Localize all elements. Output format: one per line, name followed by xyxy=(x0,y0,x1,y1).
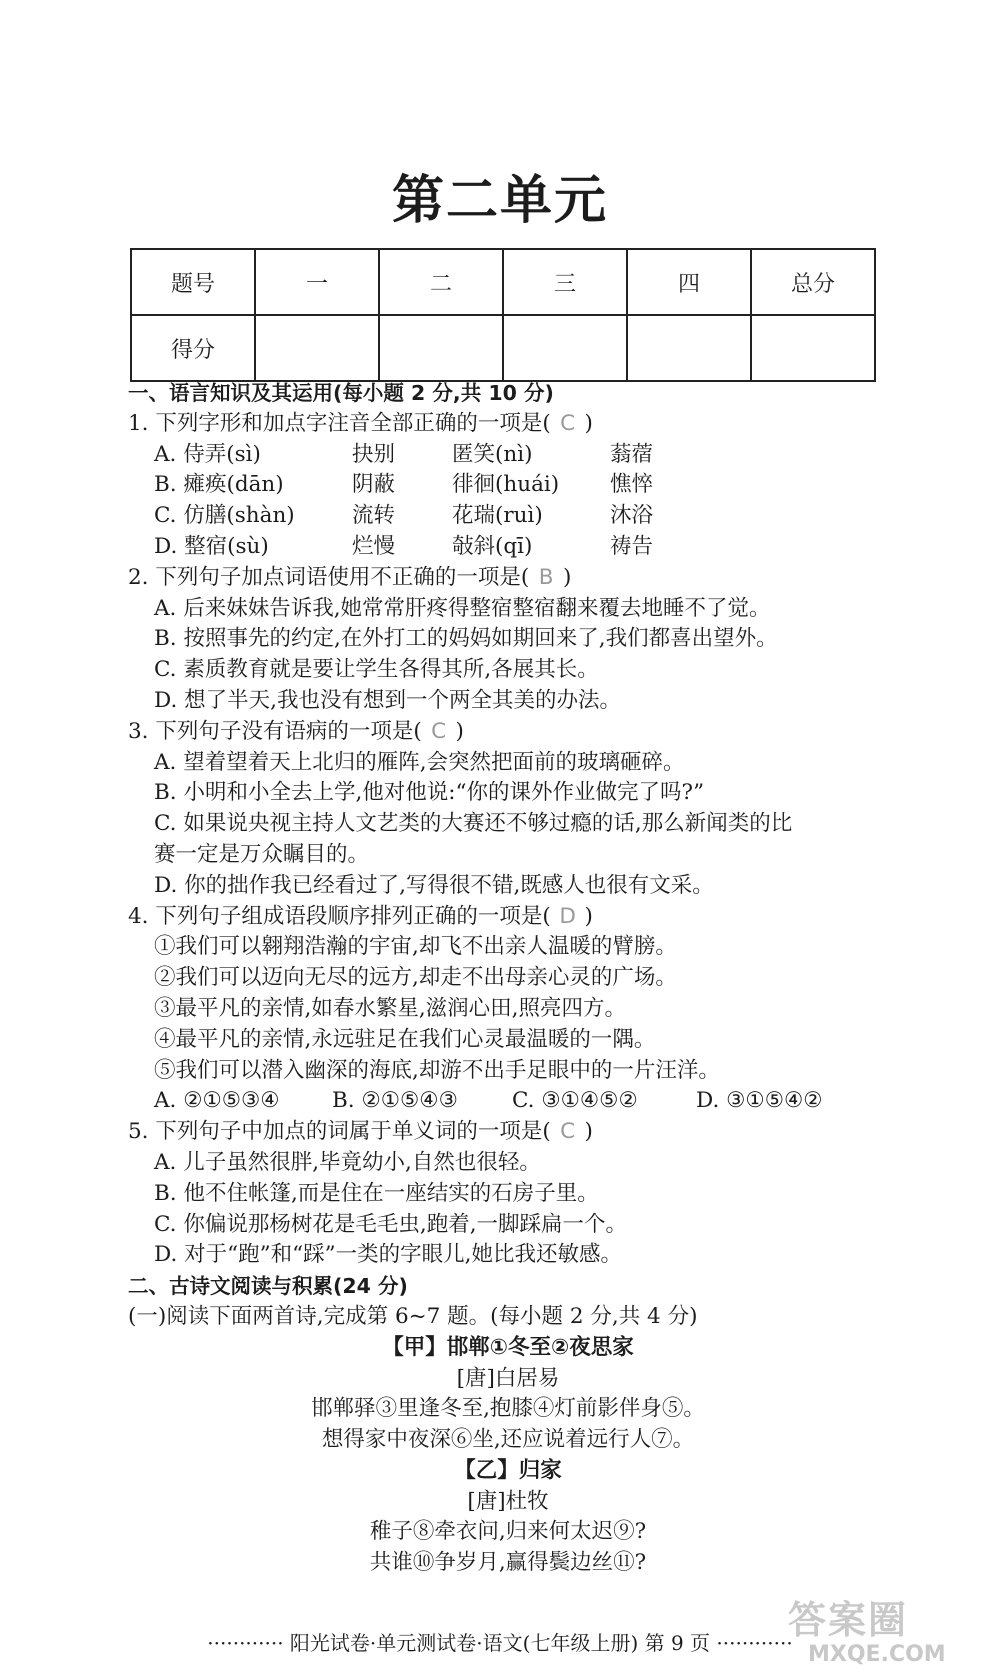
question-paren: ) xyxy=(455,718,464,744)
option-line: D. 想了半天,我也没有想到一个两全其美的办法。 xyxy=(154,687,621,713)
score-input-cell xyxy=(255,315,379,381)
section-heading: 二、古诗文阅读与积累(24 分) xyxy=(128,1274,408,1299)
answer-mark: C xyxy=(431,718,447,744)
option-cell: A. ②①⑤③④ xyxy=(154,1088,280,1114)
option-line: B. 按照事先的约定,在外打工的妈妈如期回来了,我们都喜出望外。 xyxy=(154,626,778,652)
poem-line: 邯郸驿③里逢冬至,抱膝④灯前影伴身⑤。 xyxy=(311,1396,705,1422)
answer-mark: C xyxy=(560,1119,576,1145)
exam-content xyxy=(128,378,888,1579)
option-line: 赛一定是万众瞩目的。 xyxy=(154,841,370,867)
score-table-cell: 二 xyxy=(379,249,503,315)
watermark-logo xyxy=(788,1598,993,1674)
question-text: 5. 下列句子中加点的词属于单义词的一项是( xyxy=(128,1119,551,1145)
option-line: B. 他不住帐篷,而是住在一座结实的石房子里。 xyxy=(154,1180,599,1206)
option-row xyxy=(128,532,888,563)
score-table-header-row xyxy=(131,249,875,315)
option-cell: 徘徊(huái) xyxy=(452,472,560,498)
option-cell: C. 仿膳(shàn) xyxy=(154,503,295,529)
score-table xyxy=(130,248,876,382)
option-cell: 祷告 xyxy=(610,533,654,559)
answer-mark: D xyxy=(559,903,576,929)
option-line: A. 后来妹妹告诉我,她常常肝疼得整宿整宿翻来覆去地睡不了觉。 xyxy=(154,595,771,621)
question-paren: ) xyxy=(584,1119,593,1145)
option-row xyxy=(128,501,888,532)
option-row xyxy=(128,440,888,471)
option-cell: C. ③①④⑤② xyxy=(512,1088,638,1114)
poem-title: 【甲】邯郸①冬至②夜思家 xyxy=(382,1334,634,1360)
option-line: D. 你的拙作我已经看过了,写得很不错,既感人也很有文采。 xyxy=(154,872,714,898)
option-cell: 憔悴 xyxy=(610,472,654,498)
option-line: D. 对于“跑”和“踩”一类的字眼儿,她比我还敏感。 xyxy=(154,1242,622,1268)
option-cell: D. ③①⑤④② xyxy=(696,1088,823,1114)
section-heading: 一、语言知识及其运用(每小题 2 分,共 10 分) xyxy=(128,381,554,405)
score-table-cell: 三 xyxy=(503,249,627,315)
option-cell: 抉别 xyxy=(352,441,396,467)
question-stem xyxy=(128,1117,888,1148)
score-input-cell xyxy=(503,315,627,381)
question-text: 1. 下列字形和加点字注音全部正确的一项是( xyxy=(128,410,551,436)
option-cell: 花瑞(ruì) xyxy=(452,503,543,529)
poem-author: [唐]白居易 xyxy=(456,1365,560,1391)
option-line: B. 小明和小全去上学,他对他说:“你的课外作业做完了吗?” xyxy=(154,780,705,806)
poem-author: [唐]杜牧 xyxy=(467,1488,549,1514)
question-paren: ) xyxy=(584,410,593,436)
question-stem xyxy=(128,563,888,594)
poem-line: 稚子⑧牵衣问,归来何太迟⑨? xyxy=(369,1519,647,1545)
answer-mark: C xyxy=(560,410,576,436)
page-footer: ············ 阳光试卷·单元测试卷·语文(七年级上册) 第 9 页 ············ xyxy=(207,1631,793,1655)
question-paren: ) xyxy=(584,903,593,929)
question-stem xyxy=(128,717,888,748)
part-instruction: (一)阅读下面两首诗,完成第 6~7 题。(每小题 2 分,共 4 分) xyxy=(128,1303,698,1329)
sentence-line: ③最平凡的亲情,如春水繁星,滋润心田,照亮四方。 xyxy=(154,995,627,1021)
option-cell: D. 整宿(sù) xyxy=(154,533,269,559)
answer-mark: B xyxy=(538,564,554,590)
question-text: 3. 下列句子没有语病的一项是( xyxy=(128,718,422,744)
question-stem xyxy=(128,409,888,440)
sentence-line: ④最平凡的亲情,永远驻足在我们心灵最温暖的一隅。 xyxy=(154,1026,656,1052)
option-cell: A. 侍弄(sì) xyxy=(154,441,261,467)
score-table-cell: 总分 xyxy=(751,249,875,315)
score-input-cell xyxy=(379,315,503,381)
option-line: C. 素质教育就是要让学生各得其所,各展其长。 xyxy=(154,657,599,683)
score-table-cell: 题号 xyxy=(131,249,255,315)
option-row xyxy=(128,1086,888,1117)
option-line: A. 儿子虽然很胖,毕竟幼小,自然也很轻。 xyxy=(154,1149,541,1175)
option-cell: 敧斜(qī) xyxy=(452,533,533,559)
score-table-cell: 四 xyxy=(627,249,751,315)
score-row-label: 得分 xyxy=(131,315,255,381)
option-cell: 烂慢 xyxy=(352,533,396,559)
option-line: C. 如果说央视主持人文艺类的大赛还不够过瘾的话,那么新闻类的比 xyxy=(154,811,793,837)
question-text: 4. 下列句子组成语段顺序排列正确的一项是( xyxy=(128,903,551,929)
unit-title: 第二单元 xyxy=(391,171,608,231)
question-stem xyxy=(128,902,888,933)
poem-line: 想得家中夜深⑥坐,还应说着远行人⑦。 xyxy=(321,1427,695,1453)
score-table-score-row xyxy=(131,315,875,381)
option-cell: 匿笑(nì) xyxy=(452,441,533,467)
option-line: C. 你偏说那杨树花是毛毛虫,跑着,一脚踩扁一个。 xyxy=(154,1211,628,1237)
sentence-line: ①我们可以翱翔浩瀚的宇宙,却飞不出亲人温暖的臂膀。 xyxy=(154,934,677,960)
poem-line: 共谁⑩争岁月,赢得鬓边丝⑪? xyxy=(369,1550,647,1576)
option-cell: 蓊蓿 xyxy=(610,441,654,467)
sentence-line: ⑤我们可以潜入幽深的海底,却游不出手足眼中的一片汪洋。 xyxy=(154,1057,720,1083)
option-row xyxy=(128,470,888,501)
option-cell: 流转 xyxy=(352,503,396,529)
option-line: A. 望着望着天上北归的雁阵,会突然把面前的玻璃砸碎。 xyxy=(154,749,685,775)
score-input-cell xyxy=(751,315,875,381)
sentence-line: ②我们可以迈向无尽的远方,却走不出母亲心灵的广场。 xyxy=(154,965,677,991)
option-cell: 沐浴 xyxy=(610,503,654,529)
question-paren: ) xyxy=(562,564,572,590)
option-cell: B. ②①⑤④③ xyxy=(332,1088,458,1114)
watermark-text: 答案圈 xyxy=(788,1598,909,1642)
score-table-cell: 一 xyxy=(255,249,379,315)
score-input-cell xyxy=(627,315,751,381)
option-cell: 阴蔽 xyxy=(352,472,396,498)
option-cell: B. 瘫痪(dān) xyxy=(154,472,284,498)
poem-title: 【乙】归家 xyxy=(454,1457,562,1483)
question-text: 2. 下列句子加点词语使用不正确的一项是( xyxy=(128,564,530,590)
watermark-url: MXQE.COM xyxy=(808,1642,946,1667)
